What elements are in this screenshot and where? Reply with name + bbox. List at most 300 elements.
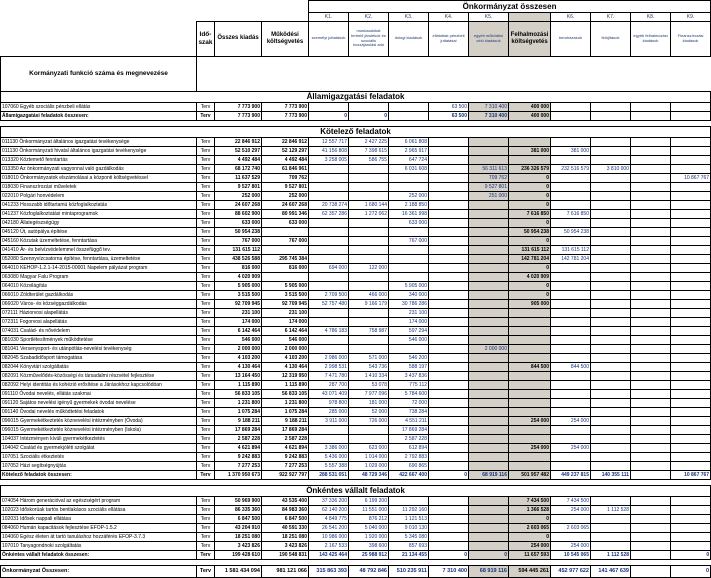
table-row [1, 272, 711, 281]
row-k1: 12 557 717 [309, 137, 349, 146]
row-k5: 251 000 [469, 191, 509, 200]
row-k8 [631, 380, 671, 389]
row-k4 [429, 173, 469, 182]
row-total-expense: 18 251 080 [215, 532, 262, 541]
row-total-expense: 1 075 284 [215, 407, 262, 416]
table-row [1, 218, 711, 227]
row-operating-budget: 922 927 797 [262, 470, 309, 479]
row-operating-budget: 709 762 [262, 173, 309, 182]
row-k9 [671, 380, 711, 389]
header-spacer-period [197, 1, 215, 13]
table-row [1, 254, 711, 263]
row-period: Terv [197, 308, 215, 317]
row-k1: 3 386 000 [309, 443, 349, 452]
row-function-name: 081030 Sportlétesítmények működtetése [1, 335, 197, 344]
row-k4 [429, 353, 469, 362]
row-period: Terv [197, 155, 215, 164]
row-function-name: Önkéntes vállalt feladatok összesen: [1, 550, 197, 559]
row-function-name: 063080 Magyar Falu Program [1, 272, 197, 281]
row-period: Terv [197, 496, 215, 505]
row-operating-budget [262, 227, 309, 236]
header-total-expense: Összes kiadás [215, 21, 262, 56]
row-k9 [671, 218, 711, 227]
row-k9 [671, 505, 711, 514]
row-k9 [671, 155, 711, 164]
row-k9: 10 867 767 [671, 470, 711, 479]
row-k9 [671, 434, 711, 443]
row-k5 [469, 155, 509, 164]
row-k4 [429, 236, 469, 245]
row-capital-budget [509, 389, 551, 398]
row-k3 [389, 344, 429, 353]
row-k1 [309, 236, 349, 245]
row-k4 [429, 443, 469, 452]
row-k4 [429, 272, 469, 281]
row-k1: 62 140 200 [309, 505, 349, 514]
row-capital-budget: 0 [509, 263, 551, 272]
row-k3: 5 784 600 [389, 389, 429, 398]
row-function-name: 096015 Gyermekétkeztetés köznevelési intézményben (Óvoda) [1, 416, 197, 425]
row-period: Terv [197, 389, 215, 398]
row-k6 [551, 200, 591, 209]
row-k7 [591, 407, 631, 416]
header-code-k2: K2. [349, 13, 389, 22]
row-k8 [631, 146, 671, 155]
row-k1: 52 757 480 [309, 299, 349, 308]
row-k7 [591, 514, 631, 523]
row-k8 [631, 137, 671, 146]
row-k4 [429, 398, 469, 407]
row-k6 [551, 272, 591, 281]
row-k3 [389, 245, 429, 254]
row-k9 [671, 263, 711, 272]
row-k9 [671, 146, 711, 155]
row-function-name: 013350 Az önkormányzati vagyonnal való gazdálkodás [1, 164, 197, 173]
table-row [1, 335, 711, 344]
row-function-name: 091140 Óvodai nevelés működtetési feladatok [1, 407, 197, 416]
row-k5 [469, 416, 509, 425]
row-k7 [591, 362, 631, 371]
row-capital-budget [509, 452, 551, 461]
row-total-expense: 767 000 [215, 236, 262, 245]
row-k7 [591, 218, 631, 227]
table-row [1, 452, 711, 461]
row-capital-budget: 1 366 528 [509, 505, 551, 514]
row-k2 [349, 344, 389, 353]
row-k2: 7 398 615 [349, 146, 389, 155]
row-period: Terv [197, 532, 215, 541]
row-operating-budget: 295 745 384 [262, 254, 309, 263]
row-k5 [469, 443, 509, 452]
row-period: Terv [197, 407, 215, 416]
row-k7 [591, 102, 631, 111]
row-k7 [591, 541, 631, 550]
row-k1 [309, 164, 349, 173]
row-total-expense: 2 000 000 [215, 344, 262, 353]
table-row [1, 137, 711, 146]
row-k5: 7 310 400 [469, 102, 509, 111]
row-k1 [309, 434, 349, 443]
row-k2: 466 000 [349, 290, 389, 299]
table-row [1, 344, 711, 353]
row-k7 [591, 299, 631, 308]
row-k4: 0 [429, 550, 469, 559]
row-capital-budget: 254 000 [509, 443, 551, 452]
row-k9 [671, 164, 711, 173]
row-k3 [389, 263, 429, 272]
row-k8 [631, 362, 671, 371]
row-k5 [469, 407, 509, 416]
row-total-expense: 50 954 238 [215, 227, 262, 236]
row-k1: 315 863 393 [309, 565, 349, 577]
row-total-expense: 4 020 909 [215, 272, 262, 281]
row-period: Terv [197, 299, 215, 308]
row-capital-budget: 50 954 238 [509, 227, 551, 236]
row-k4: 63 500 [429, 102, 469, 111]
row-k6 [551, 308, 591, 317]
row-k7: 3 810 000 [591, 164, 631, 173]
row-k9 [671, 200, 711, 209]
row-k4 [429, 380, 469, 389]
row-period: Terv [197, 550, 215, 559]
row-k7 [591, 344, 631, 353]
table-row [1, 164, 711, 173]
row-function-name: 013320 Köztemető fenntartás [1, 155, 197, 164]
row-capital-budget: 254 000 [509, 541, 551, 550]
row-k8 [631, 452, 671, 461]
row-operating-budget [262, 245, 309, 254]
row-k7 [591, 326, 631, 335]
row-k5 [469, 245, 509, 254]
row-capital-budget: 0 [509, 200, 551, 209]
row-capital-budget [509, 398, 551, 407]
row-operating-budget: 6 142 464 [262, 326, 309, 335]
row-k2 [349, 102, 389, 111]
row-k9 [671, 425, 711, 434]
row-operating-budget: 4 492 484 [262, 155, 309, 164]
row-k7 [591, 335, 631, 344]
row-k4 [429, 344, 469, 353]
row-k7: 1 112 528 [591, 550, 631, 559]
row-k7 [591, 371, 631, 380]
row-k1 [309, 191, 349, 200]
row-k6 [551, 290, 591, 299]
row-operating-budget: 3 515 500 [262, 290, 309, 299]
row-operating-budget: 816 000 [262, 263, 309, 272]
row-k8 [631, 290, 671, 299]
row-k9 [671, 227, 711, 236]
row-k2: 586 755 [349, 155, 389, 164]
table-row [1, 416, 711, 425]
row-k6 [551, 137, 591, 146]
row-k9 [671, 281, 711, 290]
row-k1 [309, 335, 349, 344]
row-operating-budget: 252 000 [262, 191, 309, 200]
row-period: Terv [197, 425, 215, 434]
table-row [1, 263, 711, 272]
row-k5 [469, 541, 509, 550]
row-operating-budget: 5 905 000 [262, 281, 309, 290]
row-capital-budget: 0 [509, 218, 551, 227]
row-operating-budget: 546 000 [262, 335, 309, 344]
row-capital-budget: 400 000 [509, 102, 551, 111]
row-period: Terv [197, 523, 215, 532]
row-k4 [429, 299, 469, 308]
row-k5 [469, 335, 509, 344]
row-k3: 72 000 [389, 398, 429, 407]
row-k1 [309, 245, 349, 254]
row-period: Terv [197, 218, 215, 227]
row-k1: 285 000 [309, 407, 349, 416]
row-k1: 20 738 274 [309, 200, 349, 209]
row-function-name: 096015 Gyermekétkeztetés köznevelési intézményben (Iskola) [1, 425, 197, 434]
header-capital-spacer [509, 13, 551, 22]
row-total-expense: 17 869 284 [215, 425, 262, 434]
row-total-expense: 9 188 211 [215, 416, 262, 425]
row-k1: 4 849 775 [309, 514, 349, 523]
row-k9 [671, 353, 711, 362]
row-k6 [551, 191, 591, 200]
row-k3: 546 000 [389, 335, 429, 344]
row-capital-budget: 0 [509, 532, 551, 541]
row-k8 [631, 461, 671, 470]
header-code-k4: K4. [429, 13, 469, 22]
row-k6: 232 516 579 [551, 164, 591, 173]
header-code-row [1, 13, 711, 22]
row-capital-budget: 844 500 [509, 362, 551, 371]
row-total-expense: 22 846 912 [215, 137, 262, 146]
table-row [1, 209, 711, 218]
row-k2 [349, 218, 389, 227]
row-k9 [671, 335, 711, 344]
row-function-name: 072111 Háziorvosi alapellátás [1, 308, 197, 317]
row-k1: 143 425 464 [309, 550, 349, 559]
row-k1 [309, 308, 349, 317]
row-total-expense: 252 000 [215, 191, 262, 200]
row-total-expense: 1 370 950 673 [215, 470, 262, 479]
row-period: Terv [197, 398, 215, 407]
row-k7: 1 112 528 [591, 505, 631, 514]
row-period: Terv [197, 137, 215, 146]
row-k7 [591, 452, 631, 461]
row-period: Terv [197, 111, 215, 120]
row-k4 [429, 505, 469, 514]
row-k3 [389, 102, 429, 111]
row-period: Terv [197, 173, 215, 182]
row-k6 [551, 111, 591, 120]
row-k4 [429, 434, 469, 443]
row-k6 [551, 425, 591, 434]
table-row [1, 523, 711, 532]
row-capital-budget [509, 317, 551, 326]
row-k9 [671, 182, 711, 191]
row-k9 [671, 191, 711, 200]
row-capital-budget [509, 371, 551, 380]
row-k2: 48 792 846 [349, 565, 389, 577]
row-period: Terv [197, 281, 215, 290]
row-k8 [631, 335, 671, 344]
row-k1 [309, 218, 349, 227]
row-k3 [389, 111, 429, 120]
header-code-k5: K5. [469, 13, 509, 22]
row-k3: 6 031 608 [389, 164, 429, 173]
row-k6 [551, 317, 591, 326]
row-k8 [631, 209, 671, 218]
row-k5 [469, 137, 509, 146]
row-k5 [469, 200, 509, 209]
row-period: Terv [197, 380, 215, 389]
row-function-name: 104042 Család és gyermekjóléti szolgálat [1, 443, 197, 452]
header-code-k9: K9. [671, 13, 711, 22]
row-capital-budget: 594 445 261 [509, 565, 551, 577]
row-operating-budget: 4 621 894 [262, 443, 309, 452]
header-group-onkormanyzat: Önkormányzat összesen [309, 1, 711, 13]
row-k1: 62 357 286 [309, 209, 349, 218]
row-function-name: 064010 KEHOP-1.2.1-14-2015-00001 Napelem pályázat program [1, 263, 197, 272]
row-k9 [671, 272, 711, 281]
row-k8 [631, 164, 671, 173]
row-k3: 30 786 286 [389, 299, 429, 308]
row-total-expense: 3 423 826 [215, 541, 262, 550]
row-k4 [429, 335, 469, 344]
row-k4 [429, 326, 469, 335]
row-capital-budget: 131 615 112 [509, 245, 551, 254]
row-period: Terv [197, 317, 215, 326]
table-row [1, 227, 711, 236]
row-operating-budget: 4 130 464 [262, 362, 309, 371]
row-k3: 2 792 883 [389, 452, 429, 461]
row-k1 [309, 272, 349, 281]
row-k3: 6 061 808 [389, 137, 429, 146]
row-k1 [309, 425, 349, 434]
row-k7 [591, 281, 631, 290]
row-k2: 122 000 [349, 263, 389, 272]
row-k8 [631, 514, 671, 523]
row-k3: 612 894 [389, 443, 429, 452]
row-k8 [631, 308, 671, 317]
row-k9: 0 [671, 550, 711, 559]
row-k8 [631, 173, 671, 182]
row-function-name: 102031 Idősek nappali ellátása [1, 514, 197, 523]
header-col-function: Kormányzati funkció száma és megnevezése [1, 56, 197, 91]
row-k2: 0 [349, 111, 389, 120]
row-operating-budget: 9 188 211 [262, 416, 309, 425]
row-capital-budget: 4 020 909 [509, 272, 551, 281]
row-k1: 37 336 200 [309, 496, 349, 505]
row-k6 [551, 102, 591, 111]
header-label-k8: egyéb felhalmozási kiadások [631, 21, 671, 56]
row-k2 [349, 164, 389, 173]
row-period: Terv [197, 254, 215, 263]
row-k6: 844 500 [551, 362, 591, 371]
row-k5 [469, 290, 509, 299]
row-k1: 694 000 [309, 263, 349, 272]
header-label-k5: egyéb működési célú kiadások [469, 21, 509, 56]
row-k9 [671, 111, 711, 120]
row-capital-budget: 142 781 204 [509, 254, 551, 263]
row-function-name: 066020 Város- és községgazdálkodás [1, 299, 197, 308]
row-k7: 141 467 639 [591, 565, 631, 577]
row-k9 [671, 344, 711, 353]
row-k3: 767 000 [389, 236, 429, 245]
row-total-expense: 11 637 529 [215, 173, 262, 182]
row-k6 [551, 236, 591, 245]
row-k4 [429, 407, 469, 416]
row-k5 [469, 272, 509, 281]
row-function-name: 081041 Versenysport- és utánpótlás-nevelési tevékenység [1, 344, 197, 353]
row-k2: 758 987 [349, 326, 389, 335]
row-function-name: 107060 Egyéb szociális pénzbeli ellátás [1, 102, 197, 111]
row-operating-budget: 633 000 [262, 218, 309, 227]
row-operating-budget: 9 527 801 [262, 182, 309, 191]
row-k9 [671, 398, 711, 407]
total-row [1, 550, 711, 559]
row-k2: 53 078 [349, 380, 389, 389]
row-k9 [671, 389, 711, 398]
row-k5 [469, 452, 509, 461]
row-k5: 9 527 801 [469, 182, 509, 191]
row-k3: 9 010 130 [389, 523, 429, 532]
header-spacer-total [215, 1, 262, 13]
row-total-expense: 1 115 890 [215, 380, 262, 389]
row-k9 [671, 326, 711, 335]
row-total-expense: 9 242 883 [215, 452, 262, 461]
row-k5 [469, 496, 509, 505]
row-k1 [309, 281, 349, 290]
table-row [1, 308, 711, 317]
row-k4 [429, 541, 469, 550]
row-k8 [631, 470, 671, 479]
row-k7 [591, 182, 631, 191]
row-k9 [671, 416, 711, 425]
row-k6 [551, 326, 591, 335]
row-k3: 738 284 [389, 407, 429, 416]
row-k7 [591, 434, 631, 443]
table-row [1, 182, 711, 191]
row-k4 [429, 290, 469, 299]
row-k4 [429, 371, 469, 380]
row-k7 [591, 461, 631, 470]
row-k1: 978 800 [309, 398, 349, 407]
row-capital-budget: 0 [509, 281, 551, 290]
row-k3: 633 000 [389, 218, 429, 227]
header-label-k6: beruházások [551, 21, 591, 56]
row-k4 [429, 281, 469, 290]
row-k2: 2 427 225 [349, 137, 389, 146]
row-k7 [591, 380, 631, 389]
row-capital-budget [509, 344, 551, 353]
row-k8 [631, 398, 671, 407]
row-k2: 9 166 179 [349, 299, 389, 308]
section-banner-row [1, 126, 711, 137]
row-capital-budget: 11 657 593 [509, 550, 551, 559]
row-k5 [469, 362, 509, 371]
row-k4 [429, 182, 469, 191]
row-function-name: 041233 Hosszabb időtartamú közfoglalkoztatás [1, 200, 197, 209]
table-row [1, 514, 711, 523]
row-operating-budget: 2 000 000 [262, 344, 309, 353]
row-k4 [429, 191, 469, 200]
spacer-b [197, 13, 215, 22]
row-k3: 252 000 [389, 191, 429, 200]
row-capital-budget: 0 [509, 173, 551, 182]
row-k1 [309, 317, 349, 326]
row-k6: 131 615 112 [551, 245, 591, 254]
table-row [1, 200, 711, 209]
row-k1: 5 436 000 [309, 452, 349, 461]
table-row [1, 461, 711, 470]
row-k8 [631, 550, 671, 559]
